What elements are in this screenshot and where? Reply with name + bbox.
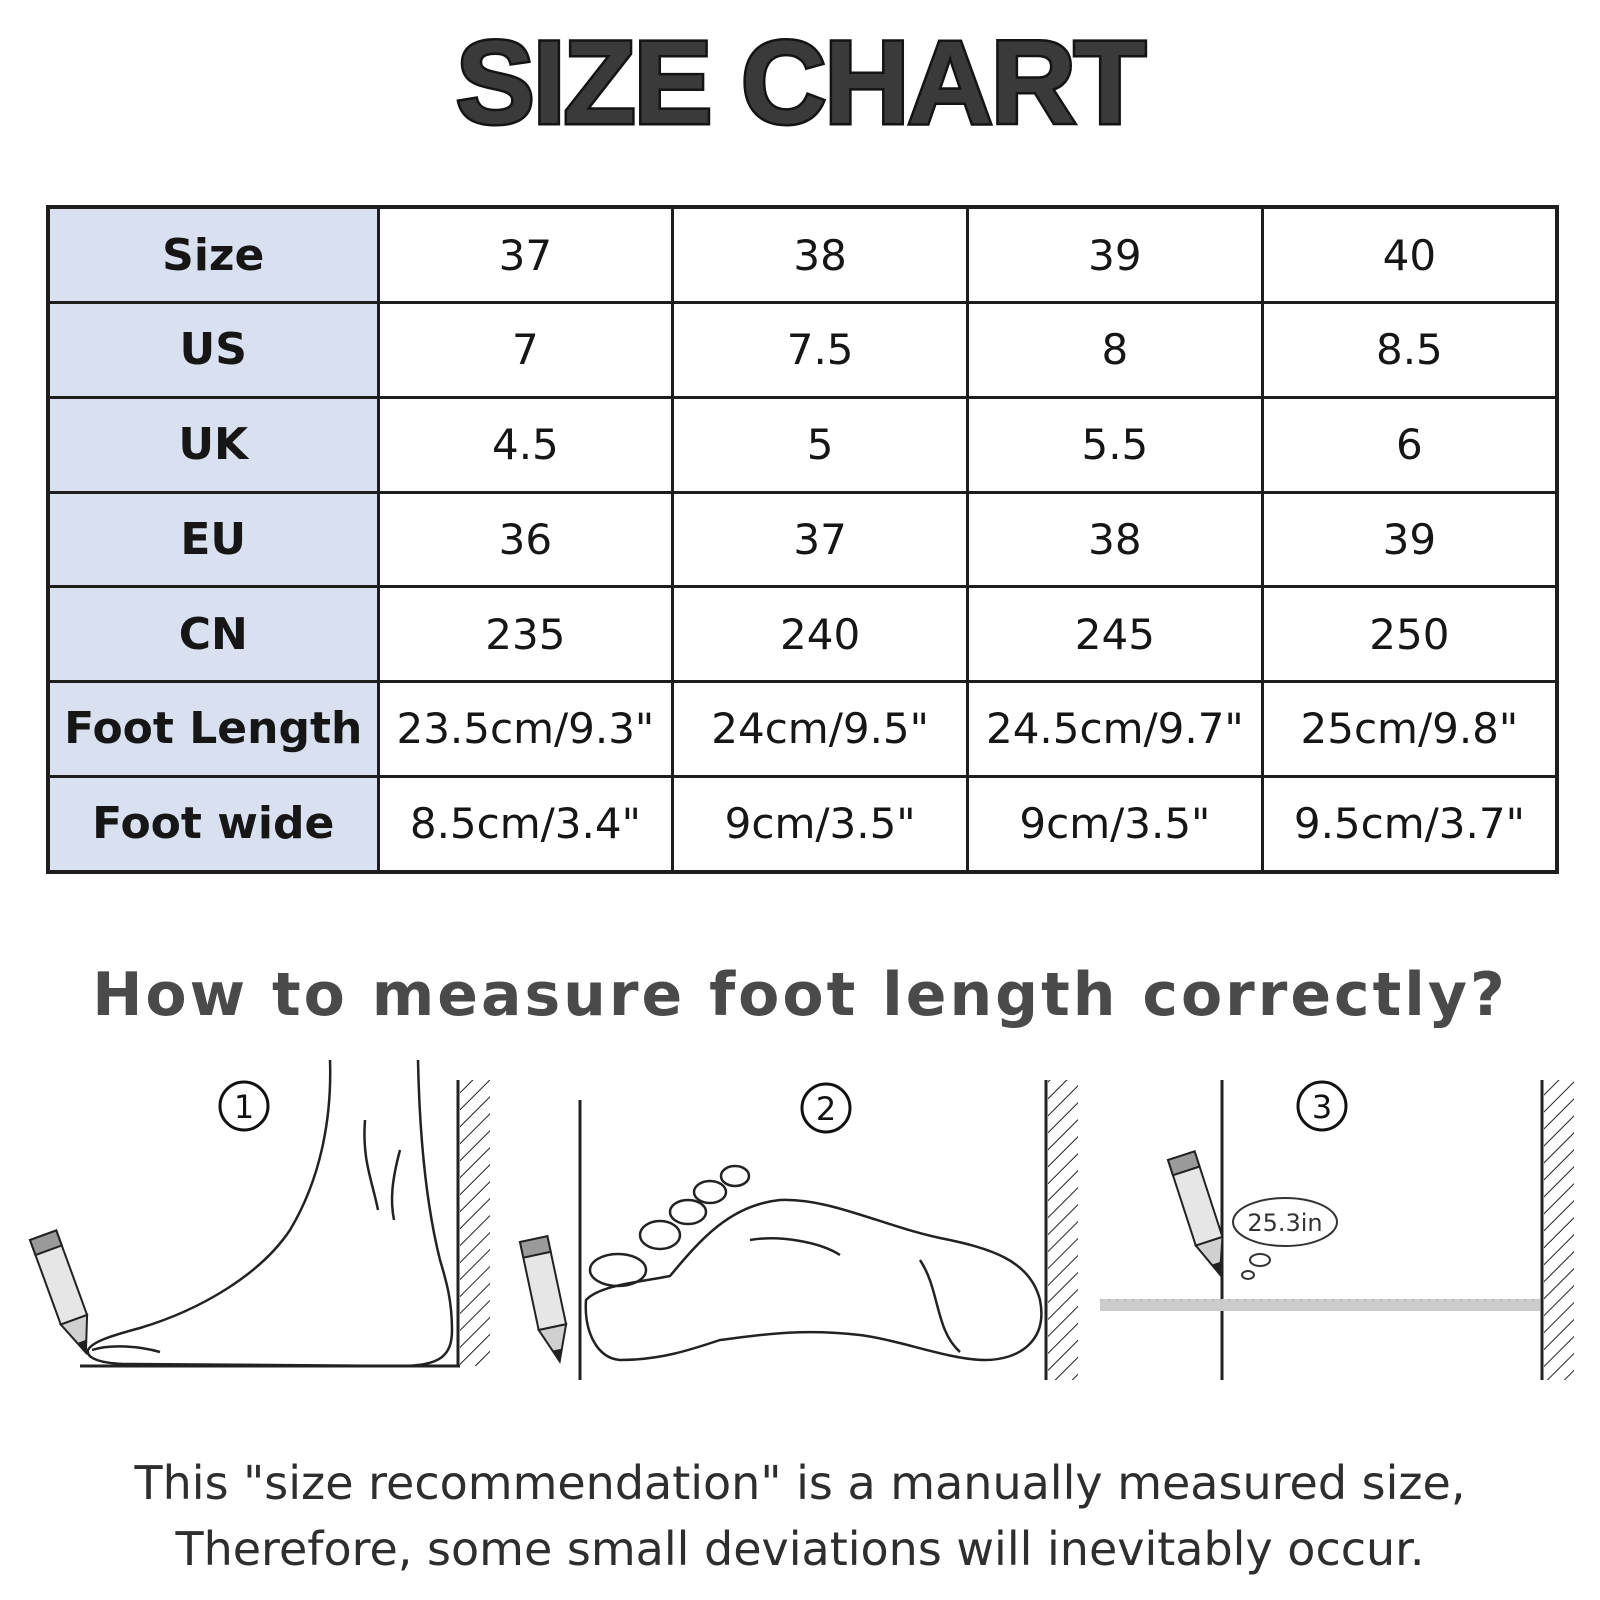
table-row [48,776,1557,872]
table-cell: 25cm/9.8" [1262,682,1557,777]
foot-sole-view-icon [586,1166,1042,1360]
step-2-illustration [520,1080,1078,1380]
table-cell: 6 [1262,397,1557,492]
table-cell: 7 [378,303,673,398]
table-cell: 7.5 [673,303,968,398]
ruler-measure-icon [1100,1300,1540,1305]
disclaimer-note [0,1450,1600,1582]
step-1-illustration [30,1060,490,1366]
row-header-size: Size [48,207,378,303]
table-cell: 8.5cm/3.4" [378,776,673,872]
table-cell: 40 [1262,207,1557,303]
table-cell: 24.5cm/9.7" [968,682,1263,777]
row-header-foot-wide: Foot wide [48,776,378,872]
note-line-1: This "size recommendation" is a manually measured size, [134,1456,1466,1510]
step-number: 2 [815,1090,837,1128]
table-row [48,397,1557,492]
table-cell: 8 [968,303,1263,398]
table-cell: 235 [378,587,673,682]
table-cell: 5.5 [968,397,1263,492]
row-header-uk: UK [48,397,378,492]
size-chart-table [46,205,1559,874]
pencil-icon [30,1230,99,1357]
step-number: 1 [233,1088,255,1126]
measure-value: 25.3in [1247,1209,1323,1237]
measure-heading: How to measure foot length correctly? [92,960,1508,1030]
step-3-illustration [1100,1080,1574,1380]
table-cell: 38 [968,492,1263,587]
table-cell: 9.5cm/3.7" [1262,776,1557,872]
table-cell: 23.5cm/9.3" [378,682,673,777]
row-header-eu: EU [48,492,378,587]
table-cell: 250 [1262,587,1557,682]
table-row [48,207,1557,303]
table-cell: 240 [673,587,968,682]
table-cell: 9cm/3.5" [968,776,1263,872]
table-cell: 245 [968,587,1263,682]
pencil-icon [520,1236,573,1364]
step-number: 3 [1311,1088,1333,1126]
table-row [48,303,1557,398]
page-title: SIZE CHART [456,17,1144,149]
table-cell: 9cm/3.5" [673,776,968,872]
note-line-2: Therefore, some small deviations will inevitably occur. [175,1522,1425,1576]
table-cell: 36 [378,492,673,587]
table-cell: 5 [673,397,968,492]
table-row [48,492,1557,587]
table-cell: 37 [673,492,968,587]
row-header-foot-length: Foot Length [48,682,378,777]
table-row [48,587,1557,682]
row-header-us: US [48,303,378,398]
row-header-cn: CN [48,587,378,682]
table-cell: 39 [1262,492,1557,587]
foot-side-view-icon [88,1060,452,1366]
table-cell: 24cm/9.5" [673,682,968,777]
table-cell: 8.5 [1262,303,1557,398]
table-cell: 39 [968,207,1263,303]
table-cell: 4.5 [378,397,673,492]
table-cell: 37 [378,207,673,303]
table-row [48,682,1557,777]
measurement-illustrations [0,1060,1600,1390]
table-cell: 38 [673,207,968,303]
